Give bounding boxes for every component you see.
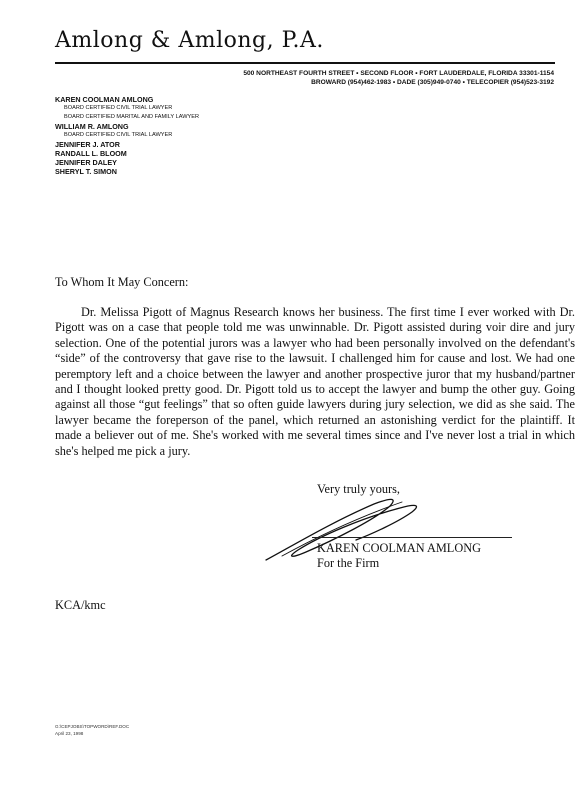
letter-body: Dr. Melissa Pigott of Magnus Research knows her business. The first time I ever worked with Dr. Pigott was on a case that people told me was unwinnable. Dr. Pigott assisted during voir dire and jury selection. One of the potential jurors was a lawyer who had been personally involved on the defendant's “side” of the controversy that gave rise to the lawsuit. I challenged him for cause and lost. We had one peremptory left and a choice between the lawyer and another prospective juror that my husband/partner and I thought looked pretty good. Dr. Pigott told us to accept the lawyer and bump the other guy. Going against all those “gut feelings” that so often guide lawyers during jury selection, we did as she said. The lawyer became the foreperson of the panel, which returned an astonishing verdict for the plaintiff. It made a believer out of me. She's worked with me several times since and I've never lost a trial in which she's helped me pick a jury.: [55, 305, 575, 458]
signature-line: [312, 537, 512, 538]
attorney-roster: [55, 95, 199, 176]
firm-name: Amlong & Amlong, P.A.: [55, 28, 324, 53]
footer-date: April 23, 1998: [55, 731, 84, 736]
attorney-name: JENNIFER DALEY: [55, 158, 117, 167]
firm-address: [243, 69, 554, 87]
closing: Very truly yours,: [317, 482, 400, 496]
signer-name: KAREN COOLMAN AMLONG: [317, 541, 481, 555]
attorney-name: KAREN COOLMAN AMLONG: [55, 95, 154, 104]
attorney-name: JENNIFER J. ATOR: [55, 140, 120, 149]
signer-title: For the Firm: [317, 556, 380, 570]
attorney-name: WILLIAM R. AMLONG: [55, 122, 129, 131]
address-line-2: BROWARD (954)462-1983 • DADE (305)949-0740 • TELECOPIER (954)523-3192: [311, 79, 554, 86]
file-reference: G:\CEPJOBS\TOPWORD\REF.DOC: [55, 724, 130, 729]
letterhead-rule: [55, 62, 555, 64]
address-line-1: 500 NORTHEAST FOURTH STREET • SECOND FLOOR • FORT LAUDERDALE, FLORIDA 33301-1154: [243, 70, 554, 77]
attorney-certification: BOARD CERTIFIED CIVIL TRIAL LAWYER: [64, 132, 173, 138]
typist-initials: KCA/kmc: [55, 598, 106, 612]
attorney-name: RANDALL L. BLOOM: [55, 149, 127, 158]
document-footer: [55, 723, 129, 737]
attorney-certification: BOARD CERTIFIED MARITAL AND FAMILY LAWYER: [64, 114, 199, 120]
attorney-certification: BOARD CERTIFIED CIVIL TRIAL LAWYER: [64, 105, 173, 111]
attorney-name: SHERYL T. SIMON: [55, 167, 117, 176]
salutation: To Whom It May Concern:: [55, 275, 189, 289]
